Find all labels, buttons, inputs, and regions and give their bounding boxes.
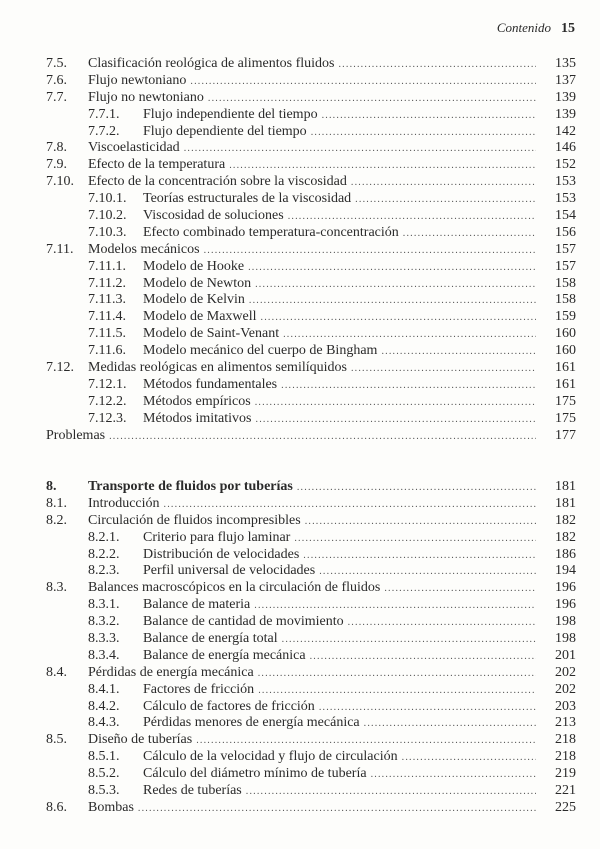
toc-entry[interactable] <box>46 140 576 157</box>
entry-title: Teorías estructurales de la viscosidad <box>143 191 352 207</box>
toc-entry[interactable] <box>46 56 576 73</box>
entry-page-number: 135 <box>555 56 576 71</box>
dot-leader <box>196 733 536 750</box>
toc-entry[interactable] <box>46 259 576 276</box>
dot-leader <box>348 615 536 632</box>
dot-leader <box>403 226 536 243</box>
toc-entry[interactable] <box>46 496 576 513</box>
entry-number: 7.7.1. <box>88 106 120 122</box>
entry-title: Flujo newtoniano <box>88 72 187 88</box>
entry-number: 8.4. <box>46 664 67 680</box>
entry-number: 8.3.1. <box>88 597 120 613</box>
entry-number: 8.3. <box>46 580 67 596</box>
entry-title: Modelo de Hooke <box>143 258 245 274</box>
entry-title: Introducción <box>88 495 160 511</box>
entry-number: 7.7. <box>46 89 67 105</box>
entry-page-number: 175 <box>555 410 576 426</box>
toc-entry[interactable] <box>46 377 576 394</box>
toc-entry[interactable] <box>46 513 576 530</box>
entry-title: Viscoelasticidad <box>88 140 180 156</box>
toc-entry[interactable] <box>46 309 576 326</box>
toc-entry[interactable] <box>46 326 576 343</box>
toc-entry[interactable] <box>46 580 576 597</box>
entry-page-number: 186 <box>555 546 576 562</box>
entry-title: Perfil universal de velocidades <box>143 563 316 579</box>
entry-title: Pérdidas menores de energía mecánica <box>143 715 360 731</box>
entry-title: Problemas <box>46 427 106 443</box>
entry-title: Modelo de Maxwell <box>143 309 257 325</box>
entry-title: Cálculo del diámetro mínimo de tubería <box>143 766 367 782</box>
entry-number: 8.4.3. <box>88 715 120 731</box>
dot-leader <box>109 429 536 446</box>
entry-title: Pérdidas de energía mecánica <box>88 664 254 680</box>
entry-number: 8.2.3. <box>88 563 120 579</box>
toc-entry[interactable] <box>46 614 576 631</box>
entry-page-number: 181 <box>555 495 576 511</box>
entry-number: 7.8. <box>46 140 67 156</box>
entry-title: Efecto combinado temperatura-concentración <box>143 224 399 240</box>
entry-title: Métodos empíricos <box>143 393 251 409</box>
dot-leader <box>184 141 536 158</box>
entry-title: Modelos mecánicos <box>88 241 200 257</box>
entry-page-number: 142 <box>555 123 576 139</box>
toc-entry[interactable] <box>46 732 576 749</box>
entry-number: 8. <box>46 479 57 494</box>
entry-number: 8.1. <box>46 495 67 511</box>
entry-title: Cálculo de la velocidad y flujo de circulación <box>143 749 398 765</box>
toc-entry[interactable] <box>46 682 576 699</box>
dot-leader <box>371 767 536 784</box>
entry-page-number: 139 <box>555 106 576 122</box>
entry-title: Transporte de fluidos por tuberías <box>88 479 293 494</box>
entry-page-number: 161 <box>555 360 576 376</box>
entry-number: 8.3.4. <box>88 647 120 663</box>
dot-leader <box>338 57 536 74</box>
entry-number: 8.5.1. <box>88 749 120 765</box>
entry-number: 7.11. <box>46 241 74 257</box>
entry-title: Diseño de tuberías <box>88 732 193 748</box>
dot-leader <box>288 209 536 226</box>
entry-page-number: 225 <box>555 799 576 815</box>
entry-title: Redes de tuberías <box>143 783 242 799</box>
entry-page-number: 182 <box>555 529 576 545</box>
entry-number: 8.3.2. <box>88 614 120 630</box>
entry-title: Modelo de Kelvin <box>143 292 245 308</box>
entry-page-number: 182 <box>555 512 576 528</box>
dot-leader <box>138 801 536 818</box>
dot-leader <box>305 514 536 531</box>
dot-leader <box>204 243 536 260</box>
entry-number: 7.12.2. <box>88 393 127 409</box>
toc-entry[interactable] <box>46 157 576 174</box>
entry-title: Bombas <box>88 799 134 815</box>
dot-leader <box>261 310 536 327</box>
toc-entry[interactable] <box>46 174 576 191</box>
entry-page-number: 158 <box>555 292 576 308</box>
entry-page-number: 157 <box>555 258 576 274</box>
entry-number: 8.5.2. <box>88 766 120 782</box>
entry-number: 7.10.2. <box>88 208 127 224</box>
toc-entry[interactable] <box>46 343 576 360</box>
toc-entry[interactable] <box>46 276 576 293</box>
entry-number: 7.10. <box>46 174 74 190</box>
entry-number: 7.11.3. <box>88 292 126 308</box>
dot-leader <box>283 327 536 344</box>
toc-entry[interactable] <box>46 208 576 225</box>
toc-entry[interactable] <box>46 394 576 411</box>
toc-entry[interactable] <box>46 631 576 648</box>
dot-leader <box>190 74 536 91</box>
entry-number: 8.2.1. <box>88 529 120 545</box>
toc-entry[interactable] <box>46 530 576 547</box>
dot-leader <box>281 378 536 395</box>
entry-title: Efecto de la temperatura <box>88 157 226 173</box>
dot-leader <box>256 412 537 429</box>
running-header <box>497 20 575 37</box>
entry-page-number: 202 <box>555 681 576 697</box>
entry-title: Factores de fricción <box>143 681 255 697</box>
toc-entry[interactable] <box>46 547 576 564</box>
entry-title: Balance de materia <box>143 597 251 613</box>
entry-page-number: 213 <box>555 715 576 731</box>
entry-page-number: 153 <box>555 174 576 190</box>
dot-leader <box>402 750 536 767</box>
toc-entry[interactable] <box>46 648 576 665</box>
toc-entry[interactable] <box>46 73 576 90</box>
entry-title: Balance de energía mecánica <box>143 647 306 663</box>
entry-page-number: 139 <box>555 89 576 105</box>
entry-page-number: 158 <box>555 275 576 291</box>
entry-page-number: 196 <box>555 597 576 613</box>
entry-number: 8.2. <box>46 512 67 528</box>
entry-number: 8.3.3. <box>88 631 120 647</box>
entry-page-number: 203 <box>555 698 576 714</box>
dot-leader <box>164 497 536 514</box>
dot-leader <box>254 598 536 615</box>
toc-chapter-7-continued <box>46 56 576 444</box>
entry-page-number: 175 <box>555 393 576 409</box>
entry-number: 8.2.2. <box>88 546 120 562</box>
entry-title: Medidas reológicas en alimentos semilíquidos <box>88 360 347 376</box>
entry-number: 7.5. <box>46 56 67 71</box>
entry-number: 7.6. <box>46 72 67 88</box>
entry-number: 7.11.4. <box>88 309 126 325</box>
entry-title: Viscosidad de soluciones <box>143 208 284 224</box>
entry-number: 7.9. <box>46 157 67 173</box>
entry-page-number: 157 <box>555 241 576 257</box>
toc-entry[interactable] <box>46 292 576 309</box>
dot-leader <box>246 784 536 801</box>
entry-page-number: 201 <box>555 647 576 663</box>
entry-title: Distribución de velocidades <box>143 546 300 562</box>
entry-number: 8.5. <box>46 732 67 748</box>
entry-title: Circulación de fluidos incompresibles <box>88 512 301 528</box>
dot-leader <box>381 344 536 361</box>
toc-entry[interactable] <box>46 360 576 377</box>
entry-page-number: 198 <box>555 631 576 647</box>
dot-leader <box>351 361 536 378</box>
toc-entry[interactable] <box>46 800 576 817</box>
entry-title: Criterio para flujo laminar <box>143 529 291 545</box>
dot-leader <box>208 91 536 108</box>
entry-number: 7.12.1. <box>88 376 127 392</box>
page-number: 15 <box>561 21 575 36</box>
dot-leader <box>351 175 536 192</box>
entry-page-number: 194 <box>555 563 576 579</box>
entry-page-number: 219 <box>555 766 576 782</box>
dot-leader <box>355 192 536 209</box>
toc-entry[interactable] <box>46 563 576 580</box>
toc-chapter-8 <box>46 479 576 817</box>
dot-leader <box>319 700 536 717</box>
toc-entry[interactable] <box>46 191 576 208</box>
entry-page-number: 154 <box>555 208 576 224</box>
entry-title: Métodos imitativos <box>143 410 252 426</box>
entry-number: 8.6. <box>46 799 67 815</box>
entry-page-number: 221 <box>555 783 576 799</box>
entry-page-number: 177 <box>555 427 576 443</box>
dot-leader <box>297 480 536 497</box>
toc-entry[interactable] <box>46 411 576 428</box>
entry-title: Flujo no newtoniano <box>88 89 204 105</box>
entry-title: Métodos fundamentales <box>143 376 278 392</box>
toc-entry[interactable] <box>46 665 576 682</box>
dot-leader <box>319 564 536 581</box>
entry-number: 7.7.2. <box>88 123 120 139</box>
entry-number: 8.4.1. <box>88 681 120 697</box>
dot-leader <box>229 158 536 175</box>
dot-leader <box>384 581 536 598</box>
entry-title: Efecto de la concentración sobre la viscosidad <box>88 174 347 190</box>
entry-page-number: 137 <box>555 72 576 88</box>
entry-number: 8.5.3. <box>88 783 120 799</box>
entry-number: 7.11.1. <box>88 258 126 274</box>
toc-chapter-entry[interactable] <box>46 479 576 496</box>
entry-title: Clasificación reológica de alimentos fluidos <box>88 56 335 71</box>
toc-entry[interactable] <box>46 766 576 783</box>
entry-page-number: 159 <box>555 309 576 325</box>
dot-leader <box>294 531 536 548</box>
toc-entry[interactable] <box>46 715 576 732</box>
entry-page-number: 156 <box>555 224 576 240</box>
entry-title: Modelo de Saint-Venant <box>143 326 280 342</box>
toc-entry[interactable] <box>46 699 576 716</box>
entry-page-number: 161 <box>555 376 576 392</box>
entry-page-number: 218 <box>555 732 576 748</box>
dot-leader <box>311 125 536 142</box>
entry-page-number: 181 <box>555 479 576 494</box>
toc-entry[interactable] <box>46 749 576 766</box>
entry-title: Modelo de Newton <box>143 275 252 291</box>
entry-title: Flujo dependiente del tiempo <box>143 123 307 139</box>
toc-entry[interactable] <box>46 90 576 107</box>
dot-leader <box>303 548 536 565</box>
entry-number: 7.11.5. <box>88 326 126 342</box>
entry-title: Modelo mecánico del cuerpo de Bingham <box>143 343 378 359</box>
toc-entry[interactable] <box>46 428 576 445</box>
dot-leader <box>322 108 536 125</box>
entry-page-number: 218 <box>555 749 576 765</box>
entry-number: 8.4.2. <box>88 698 120 714</box>
toc-entry[interactable] <box>46 783 576 800</box>
toc-entry[interactable] <box>46 124 576 141</box>
dot-leader <box>258 683 536 700</box>
entry-page-number: 160 <box>555 343 576 359</box>
entry-number: 7.12.3. <box>88 410 127 426</box>
dot-leader <box>249 293 536 310</box>
running-title: Contenido <box>496 20 551 35</box>
dot-leader <box>255 277 536 294</box>
entry-title: Balances macroscópicos en la circulación de fluidos <box>88 580 381 596</box>
entry-page-number: 152 <box>555 157 576 173</box>
entry-title: Flujo independiente del tiempo <box>143 106 318 122</box>
entry-page-number: 153 <box>555 191 576 207</box>
entry-page-number: 202 <box>555 664 576 680</box>
dot-leader <box>248 260 536 277</box>
toc-entry[interactable] <box>46 107 576 124</box>
entry-number: 7.10.1. <box>88 191 127 207</box>
entry-number: 7.11.6. <box>88 343 126 359</box>
entry-title: Balance de cantidad de movimiento <box>143 614 344 630</box>
toc-entry[interactable] <box>46 242 576 259</box>
entry-page-number: 146 <box>555 140 576 156</box>
toc-entry[interactable] <box>46 597 576 614</box>
entry-title: Balance de energía total <box>143 631 278 647</box>
entry-number: 7.10.3. <box>88 224 127 240</box>
entry-page-number: 196 <box>555 580 576 596</box>
entry-page-number: 198 <box>555 614 576 630</box>
dot-leader <box>255 395 536 412</box>
toc-entry[interactable] <box>46 225 576 242</box>
dot-leader <box>258 666 536 683</box>
entry-number: 7.12. <box>46 360 74 376</box>
dot-leader <box>282 632 536 649</box>
entry-title: Cálculo de factores de fricción <box>143 698 315 714</box>
dot-leader <box>310 649 536 666</box>
entry-page-number: 160 <box>555 326 576 342</box>
entry-number: 7.11.2. <box>88 275 126 291</box>
dot-leader <box>364 716 536 733</box>
